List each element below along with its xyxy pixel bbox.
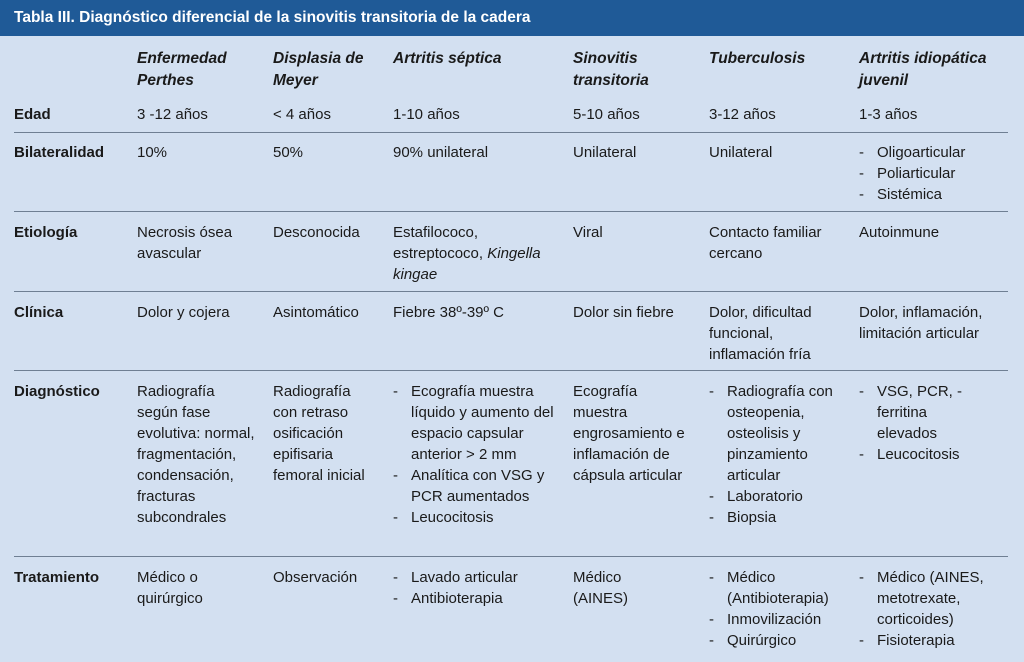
cell-clinica-tuberculosis: Dolor, dificultad funcional, inflamación fría bbox=[709, 304, 812, 363]
cell-edad-aij: 1-3 años bbox=[859, 106, 918, 123]
row-divider bbox=[14, 291, 1008, 292]
etiologia-septica-italic: Kingella kingae bbox=[393, 245, 541, 283]
list-item: - Ecografía muestra líquido y aumento del espacio capsular anterior > 2 mm bbox=[393, 381, 563, 465]
cell-bilateralidad-perthes: 10% bbox=[137, 144, 168, 161]
cell-edad-sinovitis: 5-10 años bbox=[573, 106, 640, 123]
cell-etiologia-aij: Autoinmune bbox=[859, 224, 940, 241]
list-item: - Médico (AINES, metotrexate, corticoides) bbox=[859, 567, 1009, 630]
row-label-etiologia: Etiología bbox=[14, 224, 78, 241]
row-divider bbox=[14, 556, 1008, 557]
cell-etiologia-sinovitis: Viral bbox=[573, 224, 603, 241]
list-item: - Fisioterapia bbox=[859, 630, 1009, 651]
list-item: - Médico (Antibioterapia) bbox=[709, 567, 851, 609]
list-item: - Inmovilización bbox=[709, 609, 851, 630]
cell-etiologia-septica bbox=[393, 222, 563, 285]
list-item: - Poliarticular bbox=[859, 163, 1009, 184]
column-header-tuberculosis: Tuberculosis bbox=[709, 50, 806, 67]
row-label-clinica: Clínica bbox=[14, 304, 64, 321]
cell-diagnostico-perthes: Radiografía según fase evolutiva: normal, fragmentación, condensación, fracturas subcondrales bbox=[137, 383, 255, 526]
cell-clinica-perthes: Dolor y cojera bbox=[137, 304, 230, 321]
cell-edad-perthes: 3 -12 años bbox=[137, 106, 208, 123]
cell-diagnostico-meyer: Radiografía con retraso osificación epifisaria femoral inicial bbox=[273, 383, 365, 484]
row-divider bbox=[14, 370, 1008, 371]
cell-diagnostico-aij bbox=[859, 381, 989, 465]
column-header-sinovitis: Sinovitis transitoria bbox=[573, 50, 649, 89]
cell-edad-septica: 1-10 años bbox=[393, 106, 460, 123]
cell-tratamiento-perthes: Médico o quirúrgico bbox=[137, 569, 203, 607]
cell-tratamiento-septica bbox=[393, 567, 563, 609]
row-divider bbox=[14, 132, 1008, 133]
cell-bilateralidad-meyer: 50% bbox=[273, 144, 304, 161]
cell-tratamiento-aij bbox=[859, 567, 1009, 651]
cell-tratamiento-sinovitis: Médico (AINES) bbox=[573, 569, 629, 607]
list-item: - Oligoarticular bbox=[859, 142, 1009, 163]
cell-clinica-aij: Dolor, inflamación, limitación articular bbox=[859, 304, 983, 342]
etiologia-septica-text: Estafilococo, estreptococo, bbox=[393, 224, 484, 262]
row-label-edad: Edad bbox=[14, 106, 51, 123]
row-label-bilateralidad: Bilateralidad bbox=[14, 144, 105, 161]
column-header-aij: Artritis idiopática juvenil bbox=[859, 50, 987, 89]
list-item: - Leucocitosis bbox=[393, 507, 563, 528]
list-item: - Quirúrgico bbox=[709, 630, 851, 651]
cell-diagnostico-sinovitis: Ecografía muestra engrosamiento e inflamación de cápsula articular bbox=[573, 383, 685, 484]
list-item: - Sistémica bbox=[859, 184, 1009, 205]
row-divider bbox=[14, 211, 1008, 212]
cell-diagnostico-tuberculosis bbox=[709, 381, 851, 528]
list-item: - Laboratorio bbox=[709, 486, 851, 507]
list-item: - Lavado articular bbox=[393, 567, 563, 588]
row-label-tratamiento: Tratamiento bbox=[14, 569, 100, 586]
column-header-perthes: Enfermedad Perthes bbox=[137, 50, 227, 89]
table-title: Tabla III. Diagnóstico diferencial de la sinovitis transitoria de la cadera bbox=[0, 0, 1024, 36]
cell-clinica-meyer: Asintomático bbox=[273, 304, 359, 321]
cell-etiologia-tuberculosis: Contacto familiar cercano bbox=[709, 224, 822, 262]
cell-diagnostico-septica bbox=[393, 381, 563, 528]
list-item: - Radiografía con osteopenia, osteolisis y pinzamiento articular bbox=[709, 381, 851, 486]
cell-etiologia-perthes: Necrosis ósea avascular bbox=[137, 224, 233, 262]
list-item: - Antibioterapia bbox=[393, 588, 563, 609]
cell-bilateralidad-septica: 90% unilateral bbox=[393, 144, 489, 161]
cell-tratamiento-meyer: Observación bbox=[273, 569, 358, 586]
cell-tratamiento-tuberculosis bbox=[709, 567, 851, 651]
column-header-meyer: Displasia de Meyer bbox=[273, 50, 364, 89]
cell-bilateralidad-aij bbox=[859, 142, 1009, 205]
list-item: - VSG, PCR, -ferritina elevados bbox=[859, 381, 989, 444]
list-item: - Biopsia bbox=[709, 507, 851, 528]
cell-bilateralidad-sinovitis: Unilateral bbox=[573, 144, 637, 161]
list-item: - Analítica con VSG y PCR aumentados bbox=[393, 465, 563, 507]
list-item: - Leucocitosis bbox=[859, 444, 989, 465]
cell-edad-tuberculosis: 3-12 años bbox=[709, 106, 776, 123]
cell-edad-meyer: < 4 años bbox=[273, 106, 331, 123]
cell-clinica-sinovitis: Dolor sin fiebre bbox=[573, 304, 674, 321]
column-header-artritis-septica: Artritis séptica bbox=[393, 50, 502, 67]
cell-clinica-septica: Fiebre 38º-39º C bbox=[393, 304, 505, 321]
cell-etiologia-meyer: Desconocida bbox=[273, 224, 360, 241]
row-label-diagnostico: Diagnóstico bbox=[14, 383, 100, 400]
cell-bilateralidad-tuberculosis: Unilateral bbox=[709, 144, 773, 161]
